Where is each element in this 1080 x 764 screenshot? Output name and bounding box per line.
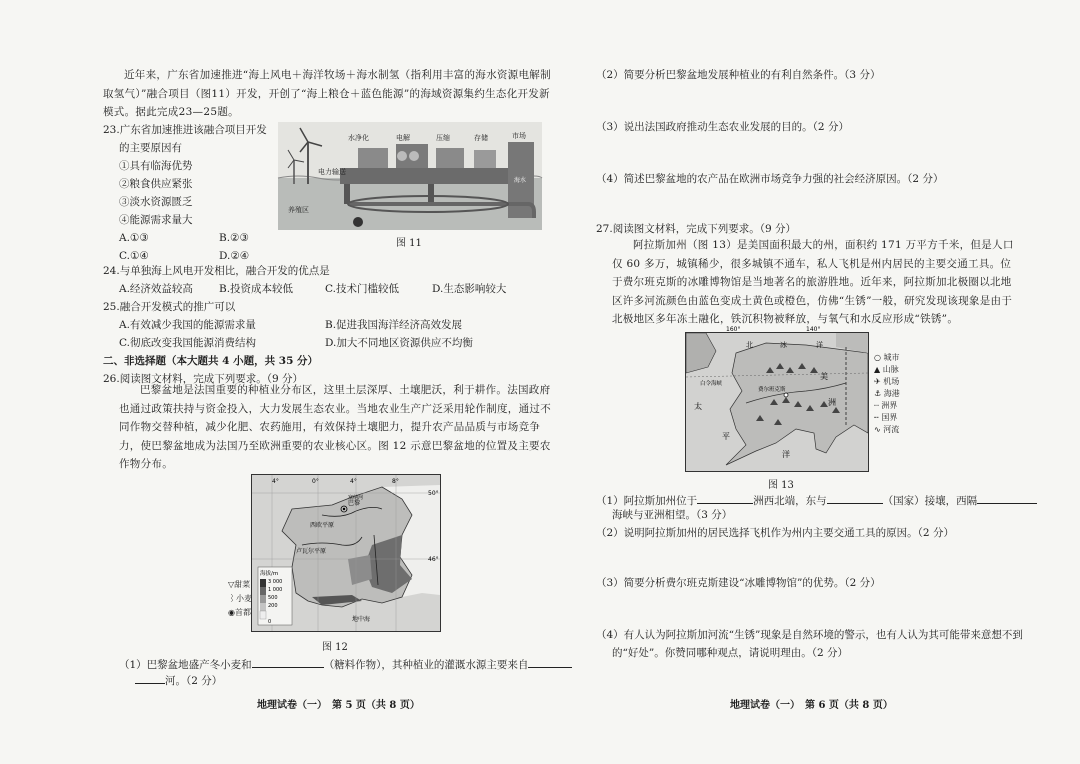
fig12-elev-label: 3 000 xyxy=(268,579,283,585)
fig13-place: 费尔班克斯 xyxy=(758,387,786,393)
fig11-label: 电解 xyxy=(396,134,410,142)
q24-option-a[interactable]: A.经济效益较高 xyxy=(119,283,193,295)
fig13-lon-label: 160° xyxy=(726,326,741,333)
legend-row xyxy=(874,364,900,376)
page-footer: 地理试卷（一） 第 6 页（共 8 页） xyxy=(730,700,893,711)
q27-sub4-line1: （4）有人认为阿拉斯加河流“生锈”现象是自然环境的警示，也有人认为其可能带来意想不到 xyxy=(596,629,1023,641)
q27-sub1-text: （国家）接壤，西隔 xyxy=(882,495,978,507)
fig13-caption: 图 13 xyxy=(768,480,794,491)
fig12-legend-title: 海拔/m xyxy=(260,571,279,577)
q24-option-b[interactable]: B.投资成本较低 xyxy=(219,283,294,295)
fig12-lat-label: 46° xyxy=(428,556,439,563)
fig11-label: 养殖区 xyxy=(288,206,309,214)
q23-option-c[interactable]: C.①④ xyxy=(119,250,149,262)
q27-sub1-cont: 海峡与亚洲相望。（3 分） xyxy=(612,509,733,521)
q26-sub3: （3）说出法国政府推动生态农业发展的目的。（2 分） xyxy=(596,121,849,133)
fig12-place: 巴黎 xyxy=(348,500,361,507)
fig11-label: 存储 xyxy=(474,134,488,142)
fig12-elev-label: 500 xyxy=(268,595,278,601)
q26-stem: 26.阅读图文材料，完成下列要求。（9 分） xyxy=(103,373,303,385)
legend-label: 洲界 xyxy=(881,401,898,410)
city-icon: ○ xyxy=(874,353,881,362)
legend-label: 河流 xyxy=(883,425,900,434)
fig12-crop-legend: ⌇小麦 xyxy=(228,594,252,603)
legend-label: 国界 xyxy=(881,413,898,422)
national-border-icon: ╌ xyxy=(874,413,879,422)
q24-stem: 24.与单独海上风电开发相比，融合开发的优点是 xyxy=(103,265,330,277)
fig12-map xyxy=(252,475,440,631)
q26-sub2: （2）简要分析巴黎盆地发展种植业的有利自然条件。（3 分） xyxy=(596,69,881,81)
fig12-lon-label: 4° xyxy=(350,478,357,485)
capital-legend-label: 首都 xyxy=(234,608,251,617)
q25-option-a[interactable]: A.有效减少我国的能源需求量 xyxy=(119,319,256,331)
legend-label: 城市 xyxy=(883,353,900,362)
fig12-place: 地中海 xyxy=(352,616,371,623)
q26-sub4: （4）简述巴黎盆地的农产品在欧洲市场竞争力强的社会经济原因。（2 分） xyxy=(596,173,944,185)
fig11-drawing xyxy=(278,122,542,230)
fig13-place: 洋 xyxy=(816,341,823,349)
legend-label: 山脉 xyxy=(882,365,899,374)
figure-13 xyxy=(685,326,869,472)
fig12-lon-label: 8° xyxy=(392,478,399,485)
fig13-place: 太 xyxy=(694,402,702,411)
intro-paragraph: 近年来，广东省加速推进“海上风电＋海洋牧场＋海水制氢（指利用丰富的海水资源电解制取氢气）”融合项目（图11）开发，开创了“海上粮仓＋蓝色能源”的海域资源集约生态化开发新模式。据此完成23—25题。 xyxy=(103,69,551,118)
airport-icon: ✈ xyxy=(874,377,881,386)
fig13-legend xyxy=(874,352,900,436)
q23-option-a[interactable]: A.①③ xyxy=(119,232,149,244)
q23-stem-line2: 的主要原因有 xyxy=(119,142,182,154)
figure-11 xyxy=(278,122,542,230)
q27-sub1-text: （1）阿拉斯加州位于 xyxy=(596,495,698,507)
q23-option-b[interactable]: B.②③ xyxy=(219,232,249,244)
fig11-label: 电力输送 xyxy=(318,168,346,176)
legend-row xyxy=(874,412,900,424)
legend-row xyxy=(874,376,900,388)
fig12-place: 卢瓦尔平原 xyxy=(296,548,327,555)
fig11-label: 市场 xyxy=(512,132,526,140)
fig13-place: 北 xyxy=(746,341,753,349)
legend-label: 海港 xyxy=(883,389,900,398)
q25-option-d[interactable]: D.加大不同地区资源供应不均衡 xyxy=(325,337,473,349)
fig11-label: 海水 xyxy=(514,177,527,184)
answer-blank[interactable] xyxy=(135,672,165,684)
fig12-elev-label: 1 000 xyxy=(268,587,283,593)
q26-sub1-text: 河。（2 分） xyxy=(165,675,223,687)
fig13-place: 白令海峡 xyxy=(700,381,723,387)
q24-option-c[interactable]: C.技术门槛较低 xyxy=(325,283,399,295)
fig13-place: 美 xyxy=(820,372,828,381)
fig11-caption: 图 11 xyxy=(396,238,422,249)
fig13-place: 洲 xyxy=(828,398,836,407)
legend-row xyxy=(874,424,900,436)
fig13-place: 洋 xyxy=(782,450,790,459)
q27-stem: 27.阅读图文材料，完成下列要求。（9 分） xyxy=(596,223,796,235)
q26-material: 巴黎盆地是法国重要的种植业分布区，这里土层深厚、土壤肥沃，利于耕作。法国政府也通过政策扶持与资金投入，大力发展生态农业。当地农业生产广泛采用轮作制度，通过不同作物交替种植，减少化肥、农药施用，有效保持土壤肥力，提升农产品品质与市场竞争力，使巴黎盆地成为法国乃至欧洲重要的农业核心区。图 12 示意巴黎盆地的位置及主要农作物分布。 xyxy=(119,384,551,470)
answer-blank[interactable] xyxy=(977,492,1037,504)
q23-item: ②粮食供应紧张 xyxy=(119,178,193,190)
q27-sub1-text: 洲西北端，东与 xyxy=(753,495,827,507)
right-page xyxy=(560,0,1080,764)
answer-blank[interactable] xyxy=(697,492,753,504)
fig12-elev-label: 200 xyxy=(268,603,278,609)
fig11-label: 水净化 xyxy=(348,134,369,142)
fig13-lon-label: 140° xyxy=(806,326,821,333)
anchor-icon: ⚓ xyxy=(874,389,882,398)
beet-legend-label: 甜菜 xyxy=(234,580,251,589)
fig13-place: 平 xyxy=(722,432,730,441)
fig12-crop-legend: ◉首都 xyxy=(228,608,251,617)
fig12-lon-label: 0° xyxy=(312,478,319,485)
q27-sub1 xyxy=(596,492,1037,508)
q23-option-d[interactable]: D.②④ xyxy=(219,250,250,262)
page-footer: 地理试卷（一） 第 5 页（共 8 页） xyxy=(257,700,420,711)
q26-sub1-text: （糖料作物），其种植业的灌溉水源主要来自 xyxy=(323,659,529,671)
fig12-caption: 图 12 xyxy=(322,642,348,653)
q23-item: ④能源需求量大 xyxy=(119,214,193,226)
legend-row xyxy=(874,400,900,412)
fig12-lat-label: 50° xyxy=(428,490,439,497)
q24-option-d[interactable]: D.生态影响较大 xyxy=(432,283,507,295)
figure-12 xyxy=(251,474,441,632)
answer-blank[interactable] xyxy=(252,656,324,668)
legend-row xyxy=(874,352,900,364)
fig12-crop-legend: ▽甜菜 xyxy=(228,580,251,589)
q27-sub3: （3）简要分析费尔班克斯建设“冰雕博物馆”的优势。（2 分） xyxy=(596,577,881,589)
section-heading: 二、非选择题（本大题共 4 小题，共 35 分） xyxy=(103,355,319,367)
fig13-map xyxy=(686,326,868,471)
fig12-lon-label: 4° xyxy=(272,478,279,485)
fig11-label: 压缩 xyxy=(436,134,450,142)
q23-item: ③淡水资源匮乏 xyxy=(119,196,193,208)
river-icon: ∿ xyxy=(874,425,881,434)
q26-sub1 xyxy=(119,656,572,672)
q25-option-b[interactable]: B.促进我国海洋经济高效发展 xyxy=(325,319,463,331)
wheat-legend-label: 小麦 xyxy=(236,594,252,603)
q26-sub1-cont xyxy=(135,672,222,688)
fig12-elev-label: 0 xyxy=(268,619,272,625)
legend-label: 机场 xyxy=(883,377,900,386)
fig13-place: 冰 xyxy=(780,341,787,349)
legend-row xyxy=(874,388,900,400)
q23-item: ①具有临海优势 xyxy=(119,160,193,172)
fig12-place: 塞纳河 xyxy=(348,495,364,501)
q25-stem: 25.融合开发模式的推广可以 xyxy=(103,301,236,313)
q27-sub2: （2）说明阿拉斯加州的居民选择飞机作为州内主要交通工具的原因。（2 分） xyxy=(596,527,954,539)
q25-option-c[interactable]: C.彻底改变我国能源消费结构 xyxy=(119,337,256,349)
q27-sub4-line2: 的“好处”。你赞同哪种观点，请说明理由。（2 分） xyxy=(612,647,849,659)
answer-blank[interactable] xyxy=(827,492,883,504)
q27-material: 阿拉斯加州（图 13）是美国面积最大的州，面积约 171 万平方千米，但是人口仅 60 多万，城镇稀少，很多城镇不通车，私人飞机是州内居民的主要交通工具。位于费尔班克斯的冰雕博物馆是当地著名的旅游胜地。近年来，阿拉斯加北极圈以北地区许多河流颜色由蓝色变成土黄色或橙色，仿佛“生锈”一般，研究发现该现象是由于北极地区多年冻土融化，铁沉积物被释放，与氧气和水反应形成“铁锈”。 xyxy=(612,239,1014,325)
q23-stem-line1: 23.广东省加速推进该融合项目开发 xyxy=(103,124,267,136)
mountain-icon: ▲ xyxy=(874,365,881,374)
continent-boundary-icon: ┈ xyxy=(874,401,879,410)
q26-sub1-text: （1）巴黎盆地盛产冬小麦和 xyxy=(119,659,252,671)
fig12-place: 西欧平原 xyxy=(310,522,335,529)
